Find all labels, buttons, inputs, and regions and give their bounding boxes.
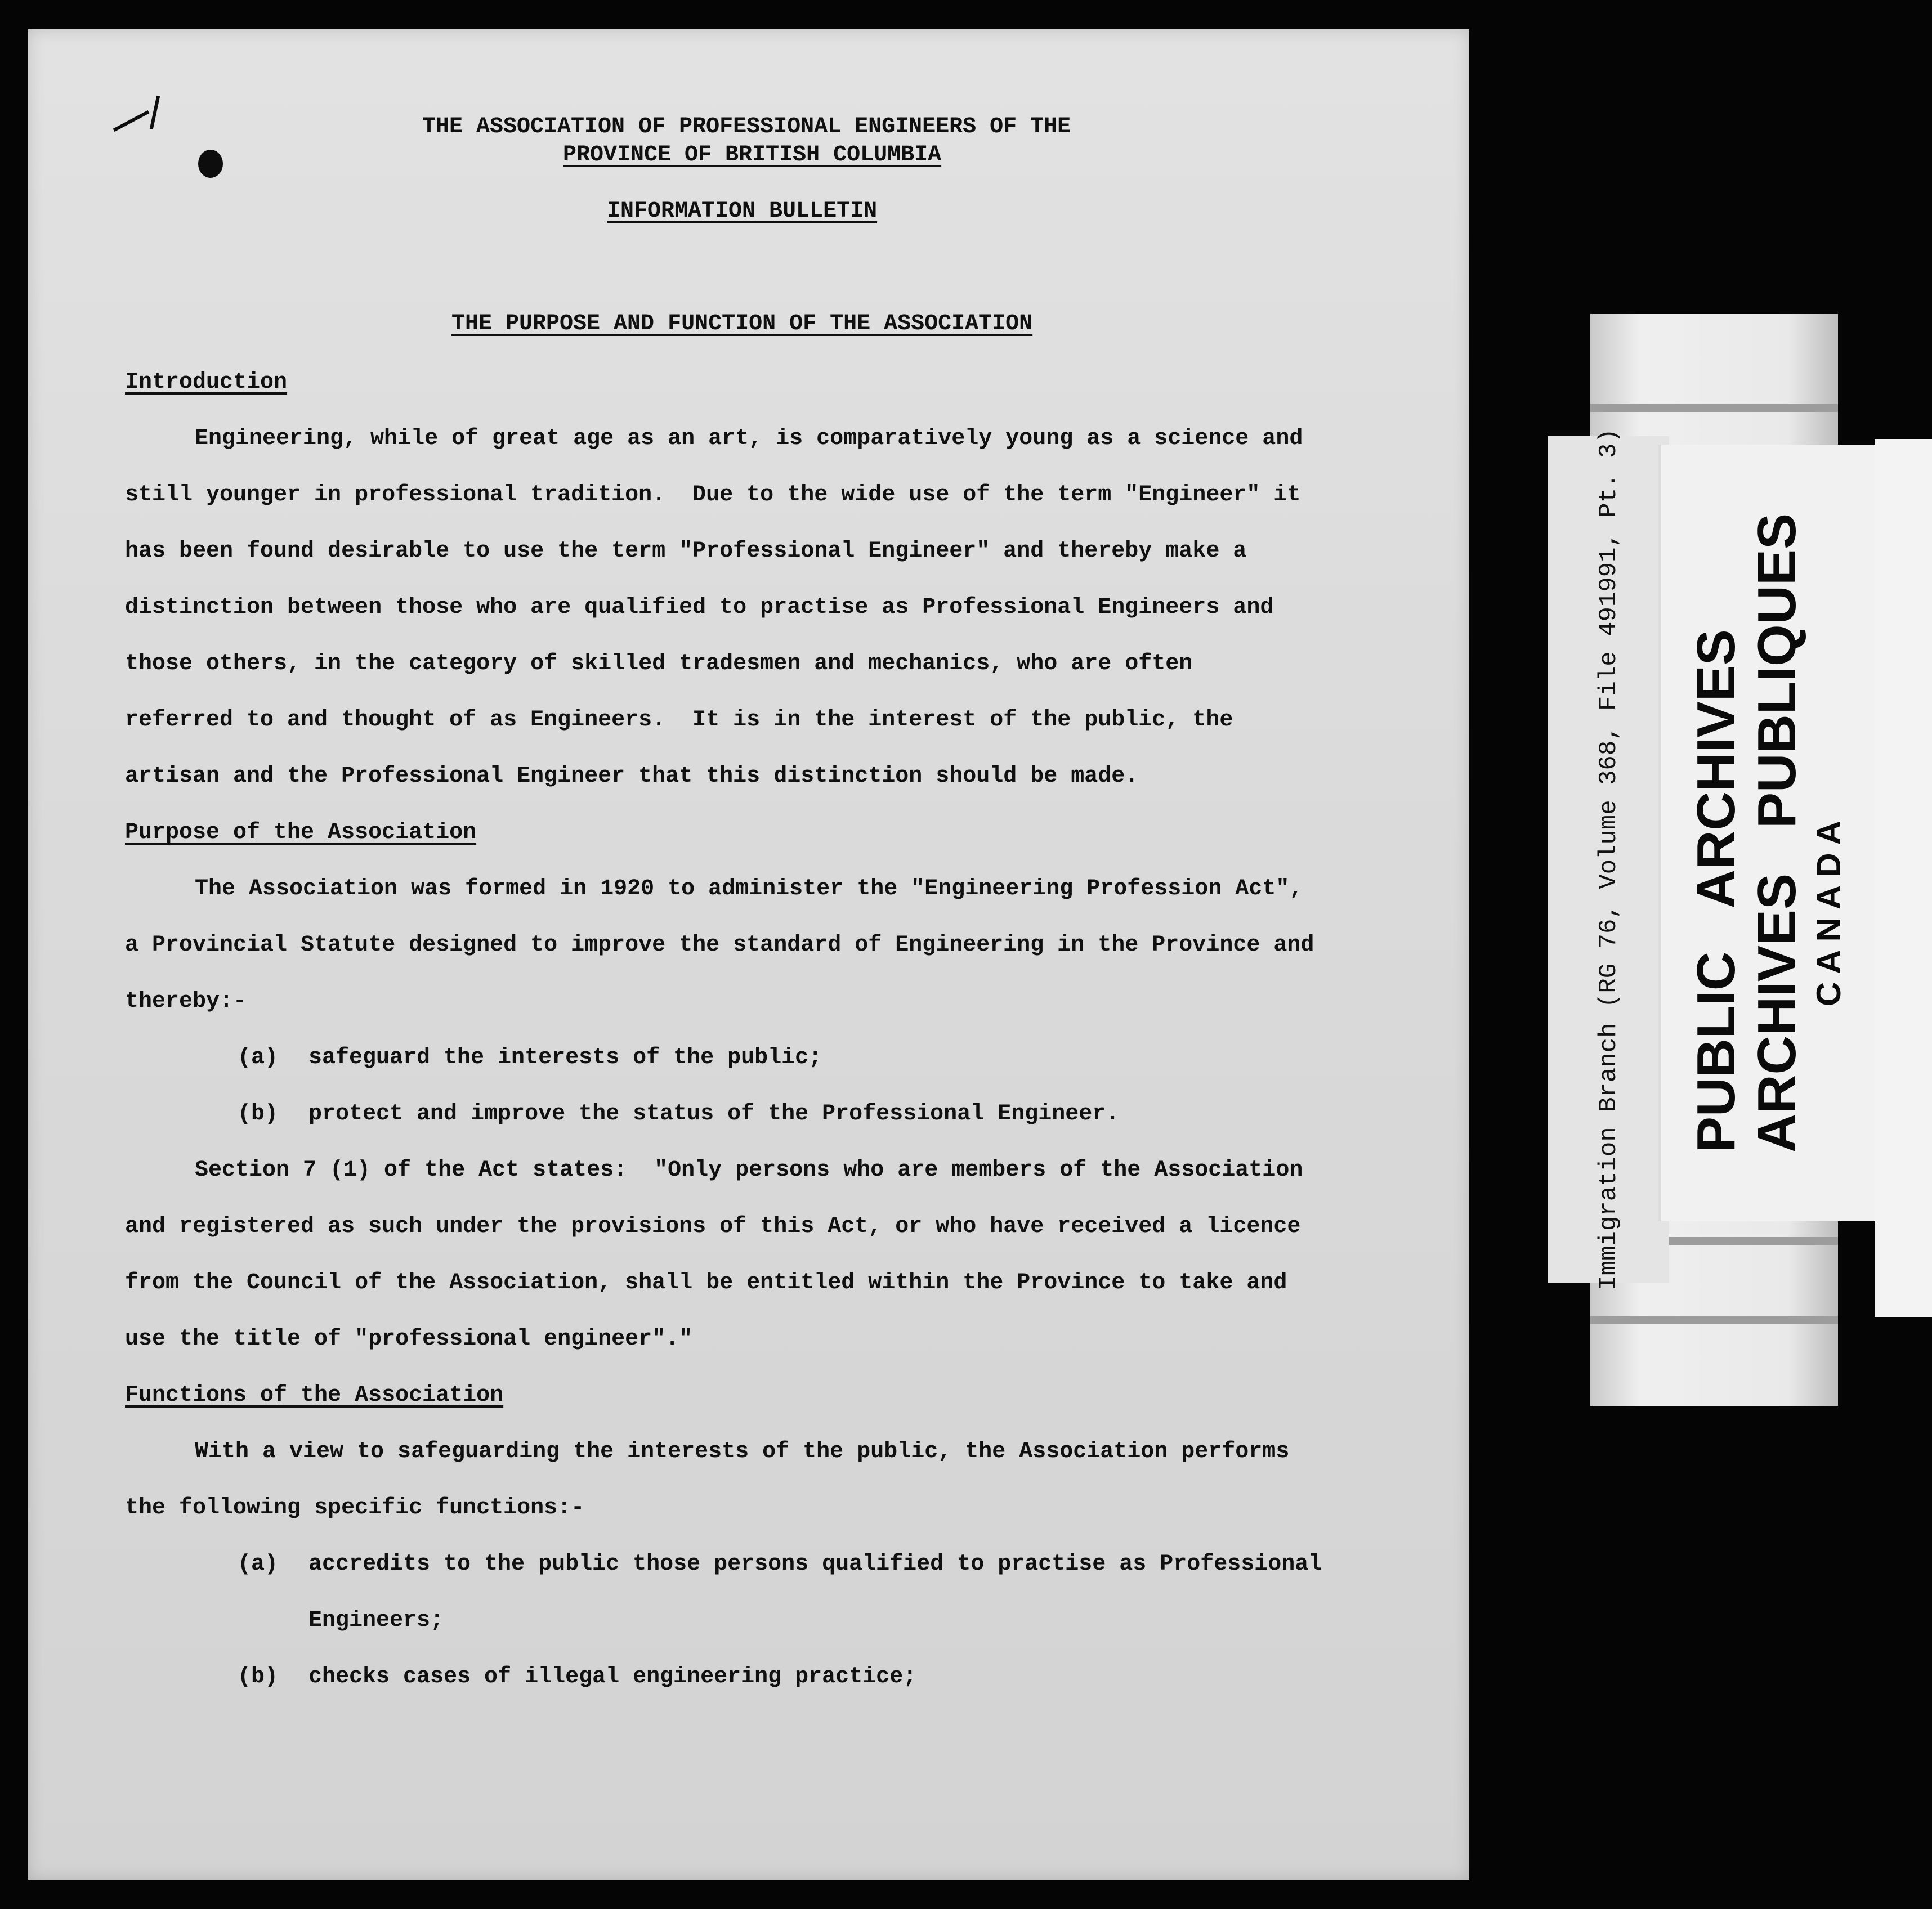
archive-stamp xyxy=(1658,445,1875,1221)
introduction-heading: Introduction xyxy=(125,370,288,395)
purpose-line: The Association was formed in 1920 to administer the "Engineering Profession Act", xyxy=(195,876,1303,902)
main-title: THE PURPOSE AND FUNCTION OF THE ASSOCIATION xyxy=(451,311,1033,337)
list-marker: (b) xyxy=(238,1101,279,1127)
functions-line: With a view to safeguarding the interests of the public, the Association performs xyxy=(195,1439,1290,1464)
intro-line: has been found desirable to use the term "Professional Engineer" and thereby make a xyxy=(125,539,1247,564)
stamp-line-3: CANADA xyxy=(1810,813,1848,1007)
intro-line: still younger in professional tradition. Due to the wide use of the term "Engineer" it xyxy=(125,482,1301,508)
list-marker: (b) xyxy=(238,1664,279,1690)
intro-line: Engineering, while of great age as an art, is comparatively young as a science and xyxy=(195,426,1303,451)
section-line: and registered as such under the provisions of this Act, or who have received a licence xyxy=(125,1214,1301,1239)
header-line-2: PROVINCE OF BRITISH COLUMBIA xyxy=(563,142,942,168)
intro-line: those others, in the category of skilled tradesmen and mechanics, who are often xyxy=(125,651,1193,676)
purpose-heading: Purpose of the Association xyxy=(125,820,477,845)
ink-blot xyxy=(198,150,223,178)
document-page xyxy=(28,29,1469,1880)
list-marker: (a) xyxy=(238,1045,279,1070)
folder-edge xyxy=(1875,439,1932,1317)
ink-mark xyxy=(113,110,150,132)
purpose-line: a Provincial Statute designed to improve the standard of Engineering in the Province and xyxy=(125,933,1314,958)
intro-line: artisan and the Professional Engineer that this distinction should be made. xyxy=(125,764,1139,789)
list-item-continuation: Engineers; xyxy=(308,1608,444,1633)
section-line: from the Council of the Association, shall be entitled within the Province to take and xyxy=(125,1270,1287,1296)
archive-reference-text: Immigration Branch (RG 76, Volume 368, File 491991, Pt. 3) xyxy=(1595,428,1623,1290)
header-line-1: THE ASSOCIATION OF PROFESSIONAL ENGINEERS OF THE xyxy=(422,114,1071,140)
list-item: accredits to the public those persons qualified to practise as Professional xyxy=(308,1552,1322,1577)
purpose-line: thereby:- xyxy=(125,989,247,1014)
stamp-line-1: PUBLIC ARCHIVES xyxy=(1686,629,1746,1153)
list-item: protect and improve the status of the Professional Engineer. xyxy=(308,1101,1120,1127)
bulletin-title: INFORMATION BULLETIN xyxy=(607,199,878,224)
functions-heading: Functions of the Association xyxy=(125,1383,504,1408)
ink-mark xyxy=(150,96,160,129)
stamp-line-2: ARCHIVES PUBLIQUES xyxy=(1747,513,1807,1153)
list-item: safeguard the interests of the public; xyxy=(308,1045,822,1070)
list-item: checks cases of illegal engineering practice; xyxy=(308,1664,917,1690)
intro-line: referred to and thought of as Engineers. It is in the interest of the public, the xyxy=(125,707,1233,733)
section-line: use the title of "professional engineer"." xyxy=(125,1327,693,1352)
intro-line: distinction between those who are qualified to practise as Professional Engineers and xyxy=(125,595,1274,620)
functions-line: the following specific functions:- xyxy=(125,1495,585,1521)
archive-reference-label xyxy=(1548,428,1669,1290)
list-marker: (a) xyxy=(238,1552,279,1577)
section-line: Section 7 (1) of the Act states: "Only persons who are members of the Association xyxy=(195,1158,1303,1183)
